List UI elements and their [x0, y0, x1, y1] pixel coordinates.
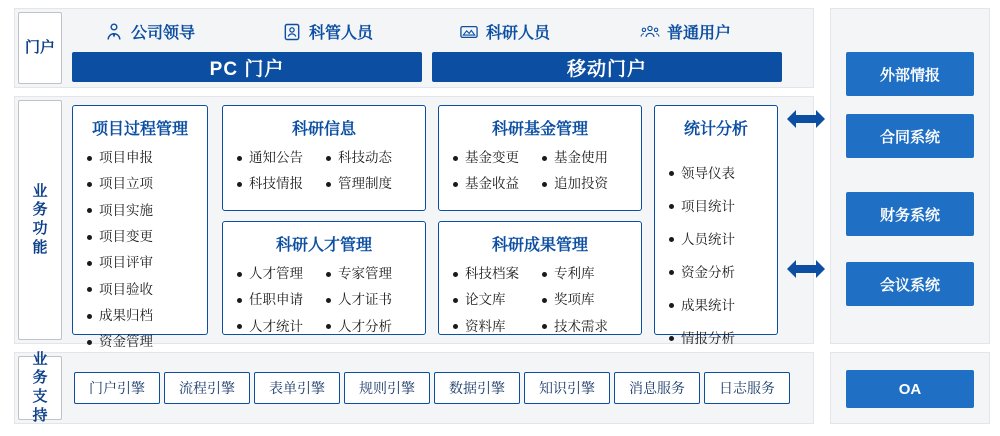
card-body: [439, 145, 641, 206]
list-item[interactable]: 人员统计: [667, 223, 765, 256]
list-item[interactable]: 项目评审: [85, 250, 195, 276]
system-external-intel[interactable]: 外部情报: [846, 52, 974, 96]
card-body: [223, 145, 425, 206]
role-label: 普通用户: [667, 25, 732, 42]
list-item[interactable]: 人才管理: [235, 261, 324, 287]
list-item[interactable]: 成果归档: [85, 303, 195, 329]
list-item[interactable]: 科技动态: [324, 145, 413, 171]
list-item[interactable]: 通知公告: [235, 145, 324, 171]
engine-rule[interactable]: 规则引擎: [344, 372, 430, 404]
list-item[interactable]: 人才统计: [235, 314, 324, 340]
role-label: 公司领导: [131, 25, 196, 42]
id-card-icon: [282, 22, 302, 42]
role-research-admin[interactable]: [282, 20, 373, 43]
list-item[interactable]: 管理制度: [324, 171, 413, 197]
card-body: [655, 145, 777, 363]
card-project-process[interactable]: [72, 105, 208, 350]
card-research-info[interactable]: [222, 105, 426, 211]
list-item[interactable]: 技术需求: [540, 314, 629, 340]
card-statistics-analysis[interactable]: [654, 105, 778, 347]
card-title: 科研成果管理: [491, 237, 588, 254]
list-item[interactable]: 专利库: [540, 261, 629, 287]
list-item[interactable]: 科技情报: [235, 171, 324, 197]
card-title: 科研人才管理: [275, 237, 372, 254]
card-title: 统计分析: [683, 121, 748, 138]
list-item[interactable]: 论文库: [451, 287, 540, 313]
card-body: [223, 261, 425, 348]
role-label: 科管人员: [309, 25, 374, 42]
list-item[interactable]: 领导仪表: [667, 157, 765, 190]
list-item[interactable]: 基金收益: [451, 171, 540, 197]
monitor-icon: [459, 22, 479, 42]
engine-workflow[interactable]: 流程引擎: [164, 372, 250, 404]
link-arrow-bottom: [786, 256, 826, 282]
engine-portal[interactable]: 门户引擎: [74, 372, 160, 404]
service-message[interactable]: 消息服务: [614, 372, 700, 404]
list-item[interactable]: 项目验收: [85, 277, 195, 303]
card-title: 项目过程管理: [91, 121, 188, 138]
portal-mobile[interactable]: 移动门户: [432, 52, 782, 82]
list-item[interactable]: 资金分析: [667, 256, 765, 289]
role-company-leader[interactable]: [104, 20, 195, 43]
list-item[interactable]: 科技档案: [451, 261, 540, 287]
role-normal-user[interactable]: [640, 20, 731, 43]
users-group-icon: [640, 22, 660, 42]
list-item[interactable]: 人才证书: [324, 287, 413, 313]
list-item[interactable]: 项目实施: [85, 198, 195, 224]
list-item[interactable]: 项目申报: [85, 145, 195, 171]
list-item[interactable]: 项目立项: [85, 171, 195, 197]
card-research-achievement[interactable]: [438, 221, 642, 335]
list-item[interactable]: 项目统计: [667, 190, 765, 223]
role-researcher[interactable]: [459, 20, 550, 43]
engine-form[interactable]: 表单引擎: [254, 372, 340, 404]
card-research-fund[interactable]: [438, 105, 642, 211]
system-contract[interactable]: 合同系统: [846, 114, 974, 158]
engine-knowledge[interactable]: 知识引擎: [524, 372, 610, 404]
portal-pc[interactable]: PC 门户: [72, 52, 422, 82]
card-body: [439, 261, 641, 348]
business-function-label: 业务功能: [18, 100, 62, 340]
list-item[interactable]: 专家管理: [324, 261, 413, 287]
list-item[interactable]: 成果统计: [667, 289, 765, 322]
list-item[interactable]: 任职申请: [235, 287, 324, 313]
list-item[interactable]: 奖项库: [540, 287, 629, 313]
list-item[interactable]: 基金变更: [451, 145, 540, 171]
engine-data[interactable]: 数据引擎: [434, 372, 520, 404]
card-title: 科研基金管理: [491, 121, 588, 138]
link-arrow-top: [786, 106, 826, 132]
list-item[interactable]: 基金使用: [540, 145, 629, 171]
user-tie-icon: [104, 22, 124, 42]
business-support-label: 业务支持: [18, 356, 62, 420]
role-label: 科研人员: [486, 25, 551, 42]
list-item[interactable]: 资料库: [451, 314, 540, 340]
card-research-talent[interactable]: [222, 221, 426, 335]
list-item[interactable]: 人才分析: [324, 314, 413, 340]
service-log[interactable]: 日志服务: [704, 372, 790, 404]
list-item[interactable]: 项目变更: [85, 224, 195, 250]
portal-label: 门户: [18, 12, 62, 84]
system-oa[interactable]: OA: [846, 370, 974, 408]
list-item[interactable]: 追加投资: [540, 171, 629, 197]
list-item[interactable]: 情报分析: [667, 322, 765, 355]
system-meeting[interactable]: 会议系统: [846, 262, 974, 306]
system-finance[interactable]: 财务系统: [846, 192, 974, 236]
list-item[interactable]: 资金管理: [85, 329, 195, 355]
card-title: 科研信息: [291, 121, 356, 138]
